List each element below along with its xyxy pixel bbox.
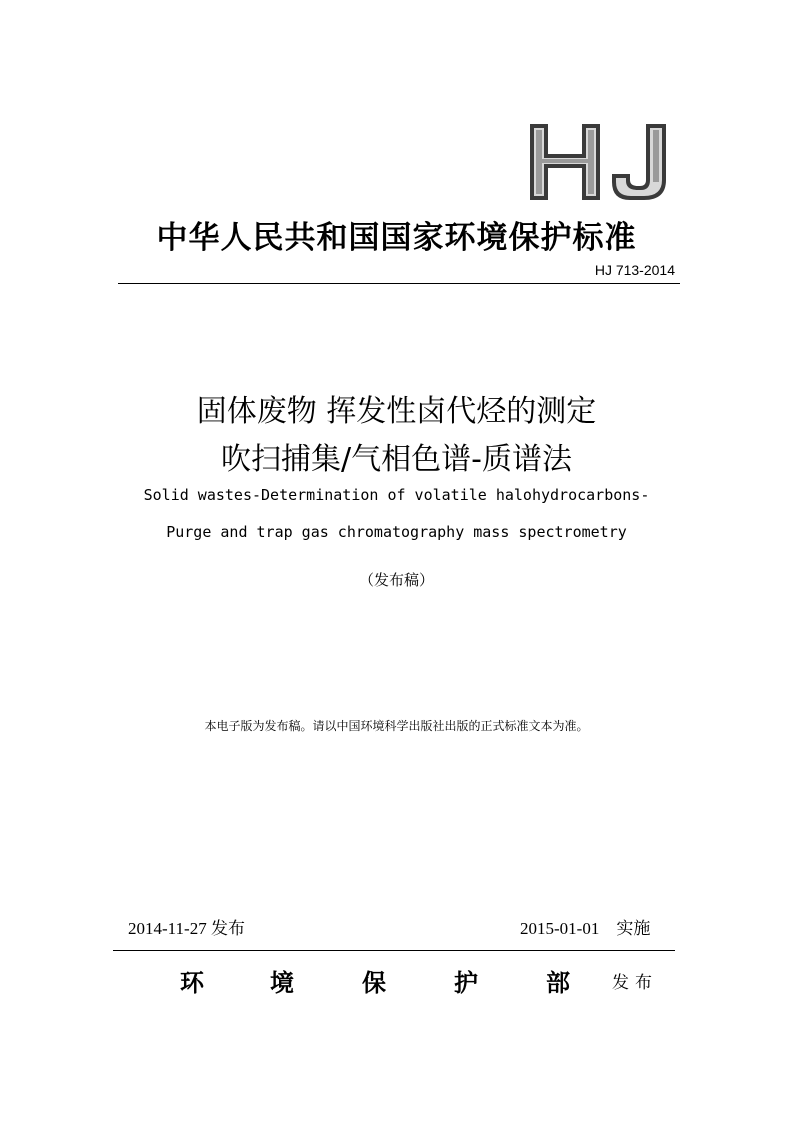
hj-logo-h <box>530 124 600 200</box>
standard-number: HJ 713-2014 <box>594 262 675 278</box>
header-divider <box>118 283 680 284</box>
hj-logo <box>528 122 674 202</box>
ministry-char: 保 <box>362 968 386 997</box>
title-cn-line1: 固体废物 挥发性卤代烃的测定 <box>196 394 597 429</box>
electronic-edition-notice: 本电子版为发布稿。请以中国环境科学出版社出版的正式标准文本为准。 <box>204 719 589 733</box>
draft-label: （发布稿） <box>358 571 434 589</box>
title-cn-line2: 吹扫捕集/气相色谱-质谱法 <box>221 442 572 477</box>
footer-divider <box>113 950 675 951</box>
ministry-char: 境 <box>270 968 294 997</box>
ministry-publish-label: 发布 <box>612 973 658 993</box>
org-title: 中华人民共和国国家环境保护标准 <box>156 220 637 256</box>
ministry-char: 部 <box>546 968 570 997</box>
ministry-char: 护 <box>454 968 478 997</box>
title-en-line1: Solid wastes-Determination of volatile halohydrocarbons- <box>143 486 650 504</box>
title-en-line2: Purge and trap gas chromatography mass spectrometry <box>166 523 627 541</box>
issue-date: 2014-11-27 发布 <box>128 919 245 938</box>
ministry-char: 环 <box>180 968 204 997</box>
implementation-date: 2015-01-01 实施 <box>520 919 651 938</box>
hj-logo-j <box>612 124 666 200</box>
